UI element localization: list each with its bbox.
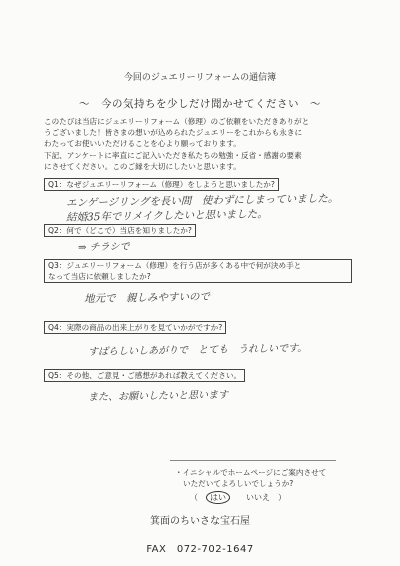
intro-line: 下記、アンケートに率直にご記入いただき私たちの勉強・反省・感謝の要素 <box>44 150 302 160</box>
question-5-label: Q5：その他、ご意見・ご感想があれば教えてください。 <box>44 369 245 382</box>
consent-line-2: いただいてよろしいでしょうか? <box>183 479 294 488</box>
intro-line: わたってお使いいただけることを心より願っております。 <box>44 139 241 149</box>
question-2-label: Q2：何で（どこで）当店を知りましたか? <box>44 224 196 237</box>
intro-line: うございました！皆さまの想いが込められたジュエリーをこれからも永きに <box>44 128 303 138</box>
question-3-label-line-2: なって当店に依頼しましたか? <box>48 272 151 281</box>
question-1-label: Q1：なぜジュエリーリフォーム（修理）をしようと思いましたか? <box>44 178 279 191</box>
intro-line: にさせてください。このご縁を大切にしたいと思います。 <box>44 161 241 171</box>
fax-number: FAX 072-702-1647 <box>146 544 254 555</box>
answer-1-line-2: 結婚35年でリメイクしたいと思いました。 <box>65 208 268 224</box>
question-4-label: Q4：実際の商品の出来上がりを見ていかがですか? <box>44 321 226 334</box>
survey-title: 今回のジュエリーリフォームの通信簿 <box>123 73 277 83</box>
arrow-mark-icon: ⇒ <box>77 242 90 254</box>
intro-line: このたびは当店にジュエリーリフォーム（修理）のご依頼をいただきありがと <box>44 117 310 126</box>
consent-line-1: ・イニシャルでホームページにご案内させて <box>175 468 327 477</box>
consent-no-option[interactable]: いいえ <box>246 493 270 502</box>
answer-4-line-1: すばらしいしあがりで とても うれしいです。 <box>87 343 308 358</box>
consent-options: （ はい いいえ ） <box>190 493 286 502</box>
question-3-label-line-1: Q3：ジュエリーリフォーム（修理）を行う店が多くある中で何が決め手と <box>48 261 302 270</box>
consent-yes-option-circled[interactable]: はい <box>206 491 230 504</box>
answer-2-line-1 <box>78 238 130 254</box>
homepage-consent-question <box>175 467 326 489</box>
shop-name: 箕面のちいさな宝石屋 <box>150 516 250 527</box>
answer-5-line-1: また、お願いしたいと思います <box>87 389 229 404</box>
answer-2-text: チラシで <box>89 241 130 254</box>
divider-line <box>170 460 336 461</box>
question-3-label <box>44 259 352 283</box>
intro-paragraph <box>44 116 360 172</box>
answer-3-line-1: 地元で 親しみやすいので <box>83 290 211 306</box>
answer-1-line-1: エンゲージリングを長い間 使わずにしまっていました。 <box>65 192 339 210</box>
survey-subtitle: ～ 今の気持ちを少しだけ聞かせてください ～ <box>79 98 321 110</box>
